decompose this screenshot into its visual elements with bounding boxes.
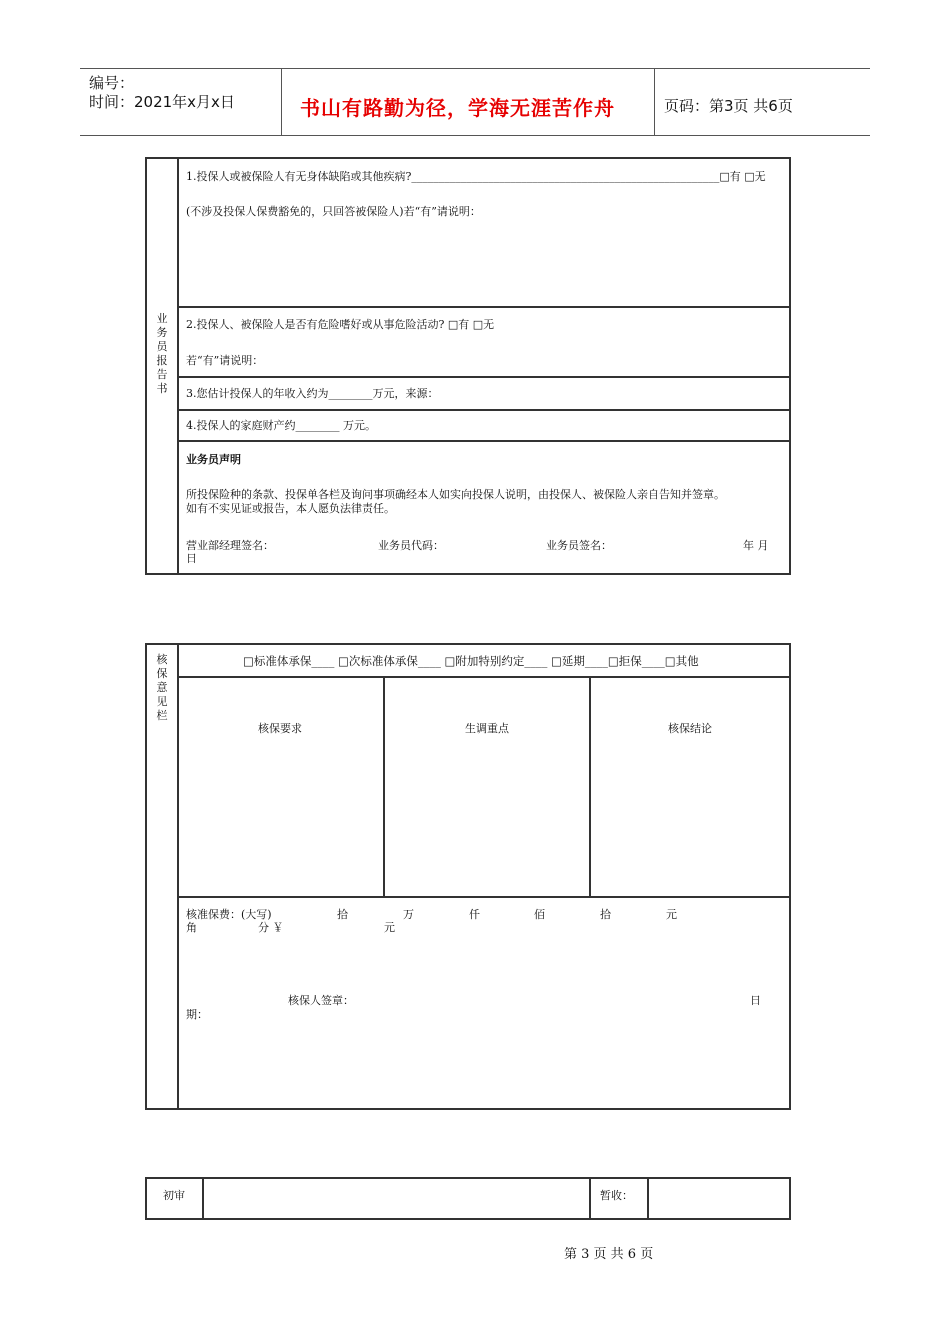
premium-unit-shi-2: 拾 (600, 908, 611, 921)
footer-page-number: 第 3 页 共 6 页 (564, 1247, 654, 1262)
agent-report-side-label: 业务员报告书 (156, 312, 168, 395)
temporary-receipt-label: 暂收： (600, 1189, 633, 1202)
header-top-rule (80, 68, 870, 69)
row-divider (177, 676, 791, 678)
underwriter-signature-label: 核保人签章： (288, 994, 354, 1007)
column-divider (647, 1177, 649, 1220)
statement-title: 业务员声明 (186, 453, 241, 466)
column-divider (589, 676, 591, 897)
statement-line-2: 如有不实见证或报告，本人愿负法律责任。 (186, 502, 395, 515)
question-1: 1.投保人或被保险人有无身体缺陷或其他疾病?________________________________________________________□有 □无 (186, 170, 766, 183)
row-divider (177, 409, 791, 411)
question-1-note: (不涉及投保人保费豁免的，只回答被保险人)若“有”请说明： (186, 205, 481, 218)
underwriting-side-label: 核保意见栏 (156, 653, 168, 722)
header-date-label: 时间：2021年x月x日 (89, 93, 235, 111)
header-motto: 书山有路勤为径，学海无涯苦作舟 (300, 96, 615, 120)
column-divider (202, 1177, 204, 1220)
column-divider (383, 676, 385, 897)
premium-label: 核准保费：(大写) (186, 908, 272, 921)
header-number-label: 编号： (89, 74, 135, 92)
manager-signature-label: 营业部经理签名： (186, 539, 274, 552)
row-divider (177, 896, 791, 898)
statement-line-1: 所投保险种的条款、投保单各栏及询问事项确经本人如实向投保人说明，由投保人、被保险人亲自告知并签章。 (186, 488, 725, 501)
col-investigation-focus: 生调重点 (465, 722, 509, 735)
row-divider (177, 306, 791, 308)
premium-unit-qian: 仟 (469, 908, 480, 921)
premium-unit-yuan: 元 (666, 908, 677, 921)
date-year-month: 年 月 (743, 539, 769, 552)
agent-report-side-divider (177, 157, 179, 575)
premium-unit-shi: 拾 (337, 908, 348, 921)
premium-unit-fen: 分 ￥ (258, 921, 284, 934)
col-underwriting-requirements: 核保要求 (258, 722, 302, 735)
premium-unit-wan: 万 (403, 908, 414, 921)
premium-unit-jiao: 角 (186, 921, 197, 934)
column-divider (589, 1177, 591, 1220)
question-2: 2.投保人、被保险人是否有危险嗜好或从事危险活动? □有 □无 (186, 318, 495, 331)
question-4: 4.投保人的家庭财产约________ 万元。 (186, 419, 376, 432)
header-bottom-rule (80, 135, 870, 136)
row-divider (177, 376, 791, 378)
underwriting-side-divider (177, 643, 179, 1110)
row-divider (177, 440, 791, 442)
agent-signature-label: 业务员签名： (546, 539, 612, 552)
underwriting-date-qi: 期： (186, 1008, 208, 1021)
underwriting-options: □标准体承保____ □次标准体承保____ □附加特别约定____ □延期____□拒保____□其他 (243, 654, 699, 668)
underwriting-date-ri: 日 (750, 994, 761, 1007)
review-table (145, 1177, 791, 1220)
underwriting-table (145, 643, 791, 1110)
header-page-label: 页码：第3页 共6页 (664, 97, 793, 115)
agent-code-label: 业务员代码： (378, 539, 444, 552)
question-2-note: 若“有”请说明： (186, 354, 264, 367)
col-underwriting-conclusion: 核保结论 (668, 722, 712, 735)
header-divider-1 (281, 68, 282, 136)
initial-review-label: 初审 (163, 1189, 185, 1202)
premium-unit-yuan-2: 元 (384, 921, 395, 934)
premium-unit-bai: 佰 (534, 908, 545, 921)
question-3: 3.您估计投保人的年收入约为________万元，来源： (186, 387, 439, 400)
header-divider-2 (654, 68, 655, 136)
date-day: 日 (186, 552, 197, 565)
